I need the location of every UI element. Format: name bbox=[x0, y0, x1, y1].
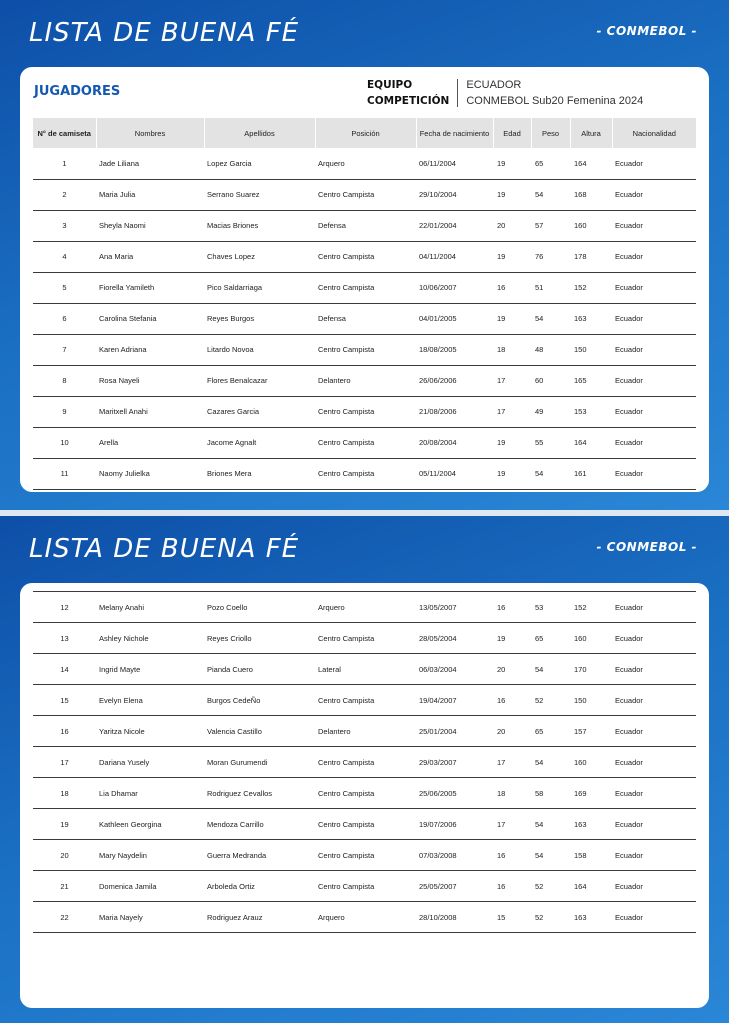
cell-age: 19 bbox=[493, 623, 531, 654]
cell-wt: 57 bbox=[531, 210, 570, 241]
cell-age: 20 bbox=[493, 716, 531, 747]
table-row bbox=[33, 458, 696, 489]
cell-ht: 163 bbox=[570, 809, 612, 840]
cell-first: Ashley Nichole bbox=[96, 623, 204, 654]
cell-last: Chaves Lopez bbox=[204, 241, 315, 272]
table-row bbox=[33, 241, 696, 272]
cell-date: 13/05/2007 bbox=[416, 592, 493, 623]
cell-pos: Centro Campista bbox=[315, 334, 416, 365]
conmebol-logo: - CONMEBOL - bbox=[596, 24, 697, 38]
cell-nat: Ecuador bbox=[612, 654, 696, 685]
cell-date: 22/01/2004 bbox=[416, 210, 493, 241]
col-header-pos: Posición bbox=[315, 118, 416, 148]
cell-pos: Centro Campista bbox=[315, 778, 416, 809]
col-header-ht: Altura bbox=[570, 118, 612, 148]
team-label: EQUIPO bbox=[367, 79, 413, 91]
cell-ht: 152 bbox=[570, 592, 612, 623]
cell-pos: Defensa bbox=[315, 303, 416, 334]
table-row bbox=[33, 716, 696, 747]
cell-nat: Ecuador bbox=[612, 902, 696, 933]
cell-last: Macias Briones bbox=[204, 210, 315, 241]
cell-last: Valencia Castillo bbox=[204, 716, 315, 747]
cell-nat: Ecuador bbox=[612, 716, 696, 747]
cell-wt: 54 bbox=[531, 179, 570, 210]
cell-num: 2 bbox=[33, 179, 96, 210]
cell-pos: Arquero bbox=[315, 148, 416, 179]
cell-ht: 161 bbox=[570, 458, 612, 489]
cell-first: Jade Liliana bbox=[96, 148, 204, 179]
cell-ht: 163 bbox=[570, 303, 612, 334]
cell-pos: Delantero bbox=[315, 365, 416, 396]
cell-wt: 58 bbox=[531, 778, 570, 809]
cell-date: 25/05/2007 bbox=[416, 871, 493, 902]
cell-age: 20 bbox=[493, 654, 531, 685]
cell-age: 19 bbox=[493, 148, 531, 179]
cell-last: Burgos CedeÑo bbox=[204, 685, 315, 716]
cell-age: 17 bbox=[493, 747, 531, 778]
cell-age: 17 bbox=[493, 365, 531, 396]
cell-ht: 150 bbox=[570, 685, 612, 716]
col-header-wt: Peso bbox=[531, 118, 570, 148]
cell-first: Karen Adriana bbox=[96, 334, 204, 365]
table-row bbox=[33, 210, 696, 241]
cell-num: 19 bbox=[33, 809, 96, 840]
cell-first: Naomy Julielka bbox=[96, 458, 204, 489]
section-title: JUGADORES bbox=[34, 84, 121, 99]
cell-num: 10 bbox=[33, 427, 96, 458]
cell-nat: Ecuador bbox=[612, 427, 696, 458]
cell-date: 19/07/2006 bbox=[416, 809, 493, 840]
cell-age: 19 bbox=[493, 241, 531, 272]
cell-first: Ingrid Mayte bbox=[96, 654, 204, 685]
cell-date: 06/11/2004 bbox=[416, 148, 493, 179]
cell-age: 16 bbox=[493, 840, 531, 871]
cell-wt: 55 bbox=[531, 427, 570, 458]
cell-num: 11 bbox=[33, 458, 96, 489]
table-row bbox=[33, 427, 696, 458]
table-row bbox=[33, 334, 696, 365]
cell-nat: Ecuador bbox=[612, 210, 696, 241]
cell-date: 04/01/2005 bbox=[416, 303, 493, 334]
cell-first: Maria Julia bbox=[96, 179, 204, 210]
cell-pos: Centro Campista bbox=[315, 623, 416, 654]
cell-pos: Centro Campista bbox=[315, 871, 416, 902]
cell-first: Evelyn Elena bbox=[96, 685, 204, 716]
cell-nat: Ecuador bbox=[612, 179, 696, 210]
cell-last: Litardo Novoa bbox=[204, 334, 315, 365]
table-row bbox=[33, 396, 696, 427]
cell-first: Kathleen Georgina bbox=[96, 809, 204, 840]
cell-date: 10/06/2007 bbox=[416, 272, 493, 303]
conmebol-logo: - CONMEBOL - bbox=[596, 540, 697, 554]
cell-num: 5 bbox=[33, 272, 96, 303]
cell-num: 16 bbox=[33, 716, 96, 747]
cell-ht: 160 bbox=[570, 210, 612, 241]
table-row bbox=[33, 592, 696, 623]
cell-first: Maria Nayely bbox=[96, 902, 204, 933]
cell-last: Briones Mera bbox=[204, 458, 315, 489]
cell-date: 29/10/2004 bbox=[416, 179, 493, 210]
page-title: LISTA DE BUENA FÉ bbox=[29, 534, 300, 564]
cell-last: Lopez Garcia bbox=[204, 148, 315, 179]
cell-age: 19 bbox=[493, 179, 531, 210]
cell-num: 15 bbox=[33, 685, 96, 716]
cell-num: 20 bbox=[33, 840, 96, 871]
cell-age: 19 bbox=[493, 458, 531, 489]
cell-wt: 65 bbox=[531, 716, 570, 747]
table-row bbox=[33, 179, 696, 210]
table-header-row bbox=[33, 118, 696, 148]
cell-num: 12 bbox=[33, 592, 96, 623]
table-row bbox=[33, 871, 696, 902]
cell-wt: 54 bbox=[531, 840, 570, 871]
roster-card bbox=[20, 583, 709, 1008]
cell-nat: Ecuador bbox=[612, 365, 696, 396]
cell-num: 13 bbox=[33, 623, 96, 654]
cell-date: 18/08/2005 bbox=[416, 334, 493, 365]
cell-pos: Centro Campista bbox=[315, 458, 416, 489]
cell-pos: Centro Campista bbox=[315, 809, 416, 840]
cell-nat: Ecuador bbox=[612, 241, 696, 272]
cell-ht: 178 bbox=[570, 241, 612, 272]
cell-date: 05/11/2004 bbox=[416, 458, 493, 489]
cell-wt: 65 bbox=[531, 148, 570, 179]
cell-nat: Ecuador bbox=[612, 272, 696, 303]
cell-last: Reyes Criollo bbox=[204, 623, 315, 654]
table-row bbox=[33, 148, 696, 179]
cell-last: Reyes Burgos bbox=[204, 303, 315, 334]
cell-wt: 54 bbox=[531, 747, 570, 778]
cell-last: Flores Benalcazar bbox=[204, 365, 315, 396]
cell-wt: 60 bbox=[531, 365, 570, 396]
competition-value: CONMEBOL Sub20 Femenina 2024 bbox=[466, 95, 644, 107]
table-row bbox=[33, 778, 696, 809]
col-header-nat: Nacionalidad bbox=[612, 118, 696, 148]
col-header-first: Nombres bbox=[96, 118, 204, 148]
cell-num: 18 bbox=[33, 778, 96, 809]
cell-date: 28/05/2004 bbox=[416, 623, 493, 654]
competition-label: COMPETICIÓN bbox=[367, 95, 450, 107]
cell-age: 16 bbox=[493, 685, 531, 716]
cell-first: Mary Naydelin bbox=[96, 840, 204, 871]
cell-pos: Defensa bbox=[315, 210, 416, 241]
cell-pos: Centro Campista bbox=[315, 179, 416, 210]
cell-date: 25/06/2005 bbox=[416, 778, 493, 809]
cell-wt: 54 bbox=[531, 654, 570, 685]
cell-last: Pico Saldarriaga bbox=[204, 272, 315, 303]
table-row bbox=[33, 685, 696, 716]
cell-ht: 164 bbox=[570, 871, 612, 902]
cell-wt: 65 bbox=[531, 623, 570, 654]
cell-nat: Ecuador bbox=[612, 840, 696, 871]
table-row bbox=[33, 654, 696, 685]
col-header-last: Apellidos bbox=[204, 118, 315, 148]
cell-last: Pianda Cuero bbox=[204, 654, 315, 685]
cell-first: Ana Maria bbox=[96, 241, 204, 272]
cell-num: 1 bbox=[33, 148, 96, 179]
cell-wt: 54 bbox=[531, 458, 570, 489]
col-header-date: Fecha de nacimiento bbox=[416, 118, 493, 148]
cell-age: 18 bbox=[493, 334, 531, 365]
table-row bbox=[33, 303, 696, 334]
cell-num: 14 bbox=[33, 654, 96, 685]
cell-wt: 54 bbox=[531, 303, 570, 334]
cell-nat: Ecuador bbox=[612, 592, 696, 623]
col-header-age: Edad bbox=[493, 118, 531, 148]
cell-first: Dariana Yusely bbox=[96, 747, 204, 778]
cell-ht: 165 bbox=[570, 365, 612, 396]
cell-last: Moran Gurumendi bbox=[204, 747, 315, 778]
cell-last: Guerra Medranda bbox=[204, 840, 315, 871]
page-title: LISTA DE BUENA FÉ bbox=[29, 18, 300, 48]
roster-table-page-2 bbox=[33, 591, 696, 933]
cell-pos: Lateral bbox=[315, 654, 416, 685]
cell-date: 20/08/2004 bbox=[416, 427, 493, 458]
cell-ht: 169 bbox=[570, 778, 612, 809]
cell-ht: 170 bbox=[570, 654, 612, 685]
cell-date: 28/10/2008 bbox=[416, 902, 493, 933]
table-row bbox=[33, 747, 696, 778]
cell-last: Jacome Agnalt bbox=[204, 427, 315, 458]
cell-wt: 76 bbox=[531, 241, 570, 272]
cell-pos: Arquero bbox=[315, 592, 416, 623]
cell-first: Sheyla Naomi bbox=[96, 210, 204, 241]
cell-wt: 53 bbox=[531, 592, 570, 623]
cell-ht: 164 bbox=[570, 148, 612, 179]
cell-date: 07/03/2008 bbox=[416, 840, 493, 871]
cell-age: 19 bbox=[493, 427, 531, 458]
page-2 bbox=[0, 516, 729, 1023]
cell-num: 22 bbox=[33, 902, 96, 933]
cell-age: 17 bbox=[493, 809, 531, 840]
cell-wt: 48 bbox=[531, 334, 570, 365]
cell-nat: Ecuador bbox=[612, 747, 696, 778]
cell-last: Mendoza Carrillo bbox=[204, 809, 315, 840]
cell-nat: Ecuador bbox=[612, 303, 696, 334]
cell-ht: 160 bbox=[570, 623, 612, 654]
page-1 bbox=[0, 0, 729, 510]
cell-pos: Centro Campista bbox=[315, 840, 416, 871]
cell-age: 18 bbox=[493, 778, 531, 809]
cell-wt: 49 bbox=[531, 396, 570, 427]
cell-wt: 54 bbox=[531, 809, 570, 840]
roster-table-page-1 bbox=[33, 118, 696, 490]
team-meta bbox=[367, 77, 643, 109]
cell-first: Domenica Jamila bbox=[96, 871, 204, 902]
cell-last: Rodriguez Arauz bbox=[204, 902, 315, 933]
cell-pos: Delantero bbox=[315, 716, 416, 747]
cell-num: 21 bbox=[33, 871, 96, 902]
cell-wt: 52 bbox=[531, 871, 570, 902]
cell-num: 6 bbox=[33, 303, 96, 334]
cell-ht: 158 bbox=[570, 840, 612, 871]
cell-first: Melany Anahi bbox=[96, 592, 204, 623]
cell-date: 25/01/2004 bbox=[416, 716, 493, 747]
cell-nat: Ecuador bbox=[612, 334, 696, 365]
cell-pos: Centro Campista bbox=[315, 427, 416, 458]
cell-first: Lia Dhamar bbox=[96, 778, 204, 809]
cell-num: 3 bbox=[33, 210, 96, 241]
cell-date: 29/03/2007 bbox=[416, 747, 493, 778]
cell-date: 26/06/2006 bbox=[416, 365, 493, 396]
cell-num: 7 bbox=[33, 334, 96, 365]
cell-num: 4 bbox=[33, 241, 96, 272]
cell-pos: Centro Campista bbox=[315, 396, 416, 427]
cell-first: Fiorella Yamileth bbox=[96, 272, 204, 303]
table-row bbox=[33, 623, 696, 654]
cell-ht: 150 bbox=[570, 334, 612, 365]
cell-last: Rodriguez Cevallos bbox=[204, 778, 315, 809]
cell-last: Serrano Suarez bbox=[204, 179, 315, 210]
cell-age: 16 bbox=[493, 272, 531, 303]
table-row bbox=[33, 902, 696, 933]
cell-pos: Centro Campista bbox=[315, 685, 416, 716]
cell-nat: Ecuador bbox=[612, 809, 696, 840]
cell-age: 16 bbox=[493, 871, 531, 902]
cell-last: Pozo Coello bbox=[204, 592, 315, 623]
cell-date: 04/11/2004 bbox=[416, 241, 493, 272]
cell-ht: 157 bbox=[570, 716, 612, 747]
table-row bbox=[33, 809, 696, 840]
cell-wt: 52 bbox=[531, 902, 570, 933]
cell-nat: Ecuador bbox=[612, 623, 696, 654]
cell-ht: 168 bbox=[570, 179, 612, 210]
cell-ht: 164 bbox=[570, 427, 612, 458]
cell-num: 9 bbox=[33, 396, 96, 427]
team-value: ECUADOR bbox=[466, 79, 522, 91]
cell-nat: Ecuador bbox=[612, 396, 696, 427]
cell-age: 15 bbox=[493, 902, 531, 933]
cell-num: 17 bbox=[33, 747, 96, 778]
cell-pos: Centro Campista bbox=[315, 272, 416, 303]
roster-card bbox=[20, 67, 709, 492]
cell-first: Maritxell Anahi bbox=[96, 396, 204, 427]
cell-ht: 163 bbox=[570, 902, 612, 933]
cell-nat: Ecuador bbox=[612, 148, 696, 179]
cell-first: Rosa Nayeli bbox=[96, 365, 204, 396]
cell-nat: Ecuador bbox=[612, 458, 696, 489]
cell-first: Arella bbox=[96, 427, 204, 458]
cell-first: Yaritza Nicole bbox=[96, 716, 204, 747]
cell-num: 8 bbox=[33, 365, 96, 396]
cell-wt: 52 bbox=[531, 685, 570, 716]
table-row bbox=[33, 365, 696, 396]
cell-nat: Ecuador bbox=[612, 685, 696, 716]
cell-nat: Ecuador bbox=[612, 871, 696, 902]
cell-last: Arboleda Ortiz bbox=[204, 871, 315, 902]
cell-ht: 152 bbox=[570, 272, 612, 303]
cell-age: 17 bbox=[493, 396, 531, 427]
cell-nat: Ecuador bbox=[612, 778, 696, 809]
cell-pos: Arquero bbox=[315, 902, 416, 933]
cell-last: Cazares Garcia bbox=[204, 396, 315, 427]
cell-ht: 153 bbox=[570, 396, 612, 427]
col-header-num: N° de camiseta bbox=[33, 118, 96, 148]
table-row bbox=[33, 840, 696, 871]
cell-age: 16 bbox=[493, 592, 531, 623]
cell-date: 21/08/2006 bbox=[416, 396, 493, 427]
cell-first: Carolina Stefania bbox=[96, 303, 204, 334]
cell-age: 20 bbox=[493, 210, 531, 241]
cell-ht: 160 bbox=[570, 747, 612, 778]
cell-wt: 51 bbox=[531, 272, 570, 303]
table-row bbox=[33, 272, 696, 303]
cell-age: 19 bbox=[493, 303, 531, 334]
cell-date: 06/03/2004 bbox=[416, 654, 493, 685]
cell-pos: Centro Campista bbox=[315, 747, 416, 778]
cell-date: 19/04/2007 bbox=[416, 685, 493, 716]
cell-pos: Centro Campista bbox=[315, 241, 416, 272]
